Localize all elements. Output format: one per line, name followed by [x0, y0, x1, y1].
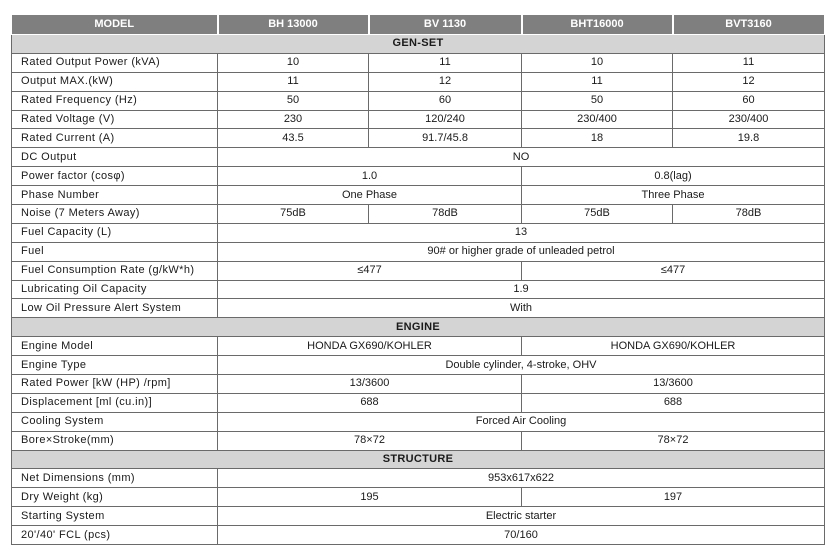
- table-row: [12, 469, 825, 488]
- header-row: [12, 15, 825, 35]
- cell-value: 43.5: [218, 129, 369, 148]
- cell-value: ≤477: [218, 261, 522, 280]
- cell-value: With: [218, 299, 825, 318]
- table-row: [12, 299, 825, 318]
- cell-value: 50: [522, 91, 673, 110]
- table-row: [12, 526, 825, 545]
- section-structure: [12, 450, 825, 469]
- row-label: Fuel Capacity (L): [12, 223, 218, 242]
- row-label: Rated Output Power (kVA): [12, 53, 218, 72]
- model-bvt3160-header: BVT3160: [673, 15, 825, 35]
- row-label: Rated Power [kW (HP) /rpm]: [12, 375, 218, 394]
- row-label: Output MAX.(kW): [12, 72, 218, 91]
- cell-value: 120/240: [369, 110, 522, 129]
- section-title: GEN-SET: [12, 35, 825, 54]
- cell-value: 11: [673, 53, 825, 72]
- row-label: Power factor (cosφ): [12, 167, 218, 186]
- cell-value: 10: [218, 53, 369, 72]
- cell-value: 18: [522, 129, 673, 148]
- row-label: Bore×Stroke(mm): [12, 431, 218, 450]
- cell-value: 60: [369, 91, 522, 110]
- table-row: [12, 223, 825, 242]
- row-label: Fuel: [12, 242, 218, 261]
- cell-value: 13: [218, 223, 825, 242]
- table-row: [12, 393, 825, 412]
- row-label: Starting System: [12, 507, 218, 526]
- table-row: [12, 205, 825, 224]
- cell-value: 12: [673, 72, 825, 91]
- cell-value: 11: [218, 72, 369, 91]
- cell-value: 230/400: [522, 110, 673, 129]
- cell-value: 197: [522, 488, 825, 507]
- cell-value: 953x617x622: [218, 469, 825, 488]
- table-row: [12, 356, 825, 375]
- table-row: [12, 507, 825, 526]
- cell-value: NO: [218, 148, 825, 167]
- cell-value: Double cylinder, 4-stroke, OHV: [218, 356, 825, 375]
- cell-value: HONDA GX690/KOHLER: [218, 337, 522, 356]
- cell-value: ≤477: [522, 261, 825, 280]
- cell-value: 78dB: [369, 205, 522, 224]
- spec-table: [11, 14, 826, 545]
- cell-value: 688: [218, 393, 522, 412]
- row-label: Low Oil Pressure Alert System: [12, 299, 218, 318]
- cell-value: 11: [369, 53, 522, 72]
- cell-value: 50: [218, 91, 369, 110]
- table-row: [12, 53, 825, 72]
- cell-value: 11: [522, 72, 673, 91]
- row-label: DC Output: [12, 148, 218, 167]
- table-row: [12, 280, 825, 299]
- table-row: [12, 148, 825, 167]
- cell-value: One Phase: [218, 186, 522, 205]
- cell-value: 19.8: [673, 129, 825, 148]
- section-title: STRUCTURE: [12, 450, 825, 469]
- section-engine: [12, 318, 825, 337]
- row-label: Engine Model: [12, 337, 218, 356]
- cell-value: 13/3600: [522, 375, 825, 394]
- cell-value: 78dB: [673, 205, 825, 224]
- cell-value: 70/160: [218, 526, 825, 545]
- cell-value: 688: [522, 393, 825, 412]
- cell-value: 78×72: [218, 431, 522, 450]
- cell-value: 13/3600: [218, 375, 522, 394]
- row-label: Noise (7 Meters Away): [12, 205, 218, 224]
- cell-value: HONDA GX690/KOHLER: [522, 337, 825, 356]
- table-row: [12, 261, 825, 280]
- row-label: Fuel Consumption Rate (g/kW*h): [12, 261, 218, 280]
- table-row: [12, 375, 825, 394]
- cell-value: 75dB: [218, 205, 369, 224]
- cell-value: 75dB: [522, 205, 673, 224]
- table-row: [12, 167, 825, 186]
- row-label: Cooling System: [12, 412, 218, 431]
- row-label: Rated Voltage (V): [12, 110, 218, 129]
- cell-value: 78×72: [522, 431, 825, 450]
- table-row: [12, 91, 825, 110]
- cell-value: 230: [218, 110, 369, 129]
- cell-value: 12: [369, 72, 522, 91]
- cell-value: Electric starter: [218, 507, 825, 526]
- cell-value: 0.8(lag): [522, 167, 825, 186]
- section-title: ENGINE: [12, 318, 825, 337]
- table-row: [12, 242, 825, 261]
- cell-value: 60: [673, 91, 825, 110]
- model-header: MODEL: [12, 15, 218, 35]
- row-label: Rated Frequency (Hz): [12, 91, 218, 110]
- row-label: Rated Current (A): [12, 129, 218, 148]
- table-row: [12, 337, 825, 356]
- cell-value: 230/400: [673, 110, 825, 129]
- table-row: [12, 129, 825, 148]
- cell-value: 90# or higher grade of unleaded petrol: [218, 242, 825, 261]
- row-label: Net Dimensions (mm): [12, 469, 218, 488]
- table-row: [12, 72, 825, 91]
- cell-value: Forced Air Cooling: [218, 412, 825, 431]
- table-row: [12, 110, 825, 129]
- cell-value: 1.0: [218, 167, 522, 186]
- row-label: Engine Type: [12, 356, 218, 375]
- row-label: Lubricating Oil Capacity: [12, 280, 218, 299]
- section-genset: [12, 35, 825, 54]
- cell-value: 1.9: [218, 280, 825, 299]
- table-row: [12, 186, 825, 205]
- cell-value: 91.7/45.8: [369, 129, 522, 148]
- row-label: Phase Number: [12, 186, 218, 205]
- row-label: Displacement [ml (cu.in)]: [12, 393, 218, 412]
- model-bht16000-header: BHT16000: [522, 15, 673, 35]
- model-bh13000-header: BH 13000: [218, 15, 369, 35]
- row-label: 20'/40' FCL (pcs): [12, 526, 218, 545]
- model-bv1130-header: BV 1130: [369, 15, 522, 35]
- table-row: [12, 488, 825, 507]
- cell-value: Three Phase: [522, 186, 825, 205]
- cell-value: 10: [522, 53, 673, 72]
- table-row: [12, 412, 825, 431]
- cell-value: 195: [218, 488, 522, 507]
- table-row: [12, 431, 825, 450]
- row-label: Dry Weight (kg): [12, 488, 218, 507]
